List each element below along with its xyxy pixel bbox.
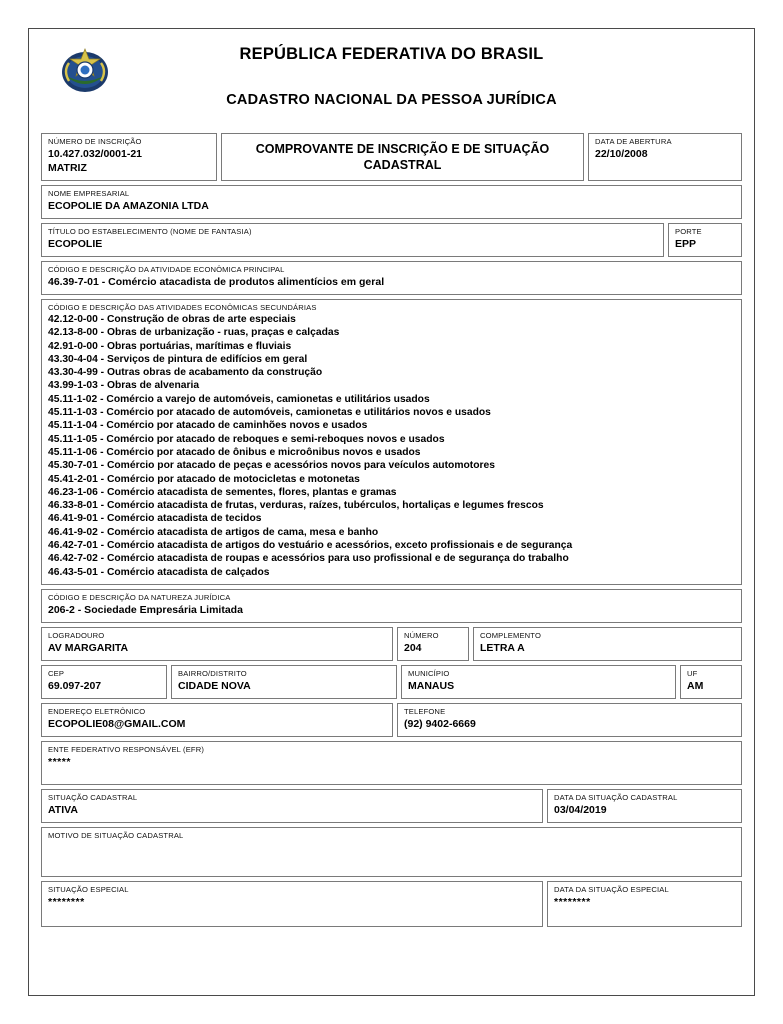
- nome-empresarial-value: ECOPOLIE DA AMAZONIA LTDA: [48, 200, 209, 212]
- numero-value: 204: [404, 641, 422, 654]
- natureza-label: CÓDIGO E DESCRIÇÃO DA NATUREZA JURÍDICA: [48, 592, 231, 602]
- data-situacao-especial-label: DATA DA SITUAÇÃO ESPECIAL: [554, 884, 669, 894]
- fantasia-value: ECOPOLIE: [48, 238, 103, 250]
- list-item: 46.41-9-02 - Comércio atacadista de artigos de cama, mesa e banho: [48, 526, 379, 538]
- list-item: 46.23-1-06 - Comércio atacadista de sementes, flores, plantas e gramas: [48, 486, 397, 498]
- motivo-block: [41, 827, 742, 877]
- document-type-title: COMPROVANTE DE INSCRIÇÃO E DE SITUAÇÃO CADASTRAL: [221, 133, 584, 181]
- data-situacao-block: [547, 789, 742, 823]
- document-header: [41, 39, 742, 133]
- uf-block: [680, 665, 742, 699]
- efr-value: *****: [48, 755, 71, 768]
- certificate-frame: [28, 28, 755, 996]
- porte-value: EPP: [675, 238, 697, 250]
- list-item: 43.30-4-99 - Outras obras de acabamento da construção: [48, 367, 323, 379]
- telefone-label: TELEFONE: [404, 706, 446, 716]
- abertura-value: 22/10/2008: [595, 148, 648, 160]
- atividades-secundarias-block: [41, 299, 742, 585]
- telefone-value: (92) 9402-6669: [404, 717, 476, 730]
- natureza-row: [41, 589, 742, 623]
- natureza-value: 206-2 - Sociedade Empresária Limitada: [48, 603, 243, 616]
- inscricao-value: 10.427.032/0001-21: [48, 148, 143, 160]
- situacao-especial-row: [41, 881, 742, 927]
- cep-label: CEP: [48, 668, 65, 678]
- situacao-especial-value: ********: [48, 895, 85, 908]
- situacao-especial-block: [41, 881, 543, 927]
- list-item: 46.33-8-01 - Comércio atacadista de frutas, verduras, raízes, tubérculos, hortaliças e legumes frescos: [48, 500, 544, 512]
- inscricao-tipo: MATRIZ: [48, 162, 87, 174]
- natureza-block: [41, 589, 742, 623]
- situacao-especial-label: SITUAÇÃO ESPECIAL: [48, 884, 129, 894]
- numero-block: [397, 627, 469, 661]
- nome-empresarial-label: NOME EMPRESARIAL: [48, 189, 130, 198]
- situacao-cadastral-row: [41, 789, 742, 823]
- telefone-block: [397, 703, 742, 737]
- cep-value: 69.097-207: [48, 679, 102, 692]
- endereco-row-1: [41, 627, 742, 661]
- bairro-value: CIDADE NOVA: [178, 679, 251, 692]
- atividades-secundarias-label: CÓDIGO E DESCRIÇÃO DAS ATIVIDADES ECONÔMICAS SECUNDÁRIAS: [48, 303, 317, 312]
- email-value: ECOPOLIE08@GMAIL.COM: [48, 717, 186, 730]
- list-item: 45.11-1-04 - Comércio por atacado de caminhões novos e usados: [48, 420, 368, 432]
- page-title: REPÚBLICA FEDERATIVA DO BRASIL: [239, 45, 544, 63]
- abertura-label: DATA DE ABERTURA: [595, 137, 672, 146]
- situacao-cadastral-block: [41, 789, 543, 823]
- list-item: 46.42-7-01 - Comércio atacadista de artigos do vestuário e acessórios, exceto profissionais e de segurança: [48, 540, 573, 552]
- uf-label: UF: [687, 668, 698, 678]
- atividades-secundarias-list: [48, 313, 735, 579]
- list-item: 42.13-8-00 - Obras de urbanização - ruas, praças e calçadas: [48, 327, 340, 339]
- endereco-row-2: [41, 665, 742, 699]
- status-badge: ATIVA: [48, 803, 78, 816]
- motivo-label: MOTIVO DE SITUAÇÃO CADASTRAL: [48, 830, 184, 840]
- atividade-principal-label: CÓDIGO E DESCRIÇÃO DA ATIVIDADE ECONÔMICA PRINCIPAL: [48, 265, 285, 274]
- atividade-principal-value: 46.39-7-01 - Comércio atacadista de produtos alimentícios em geral: [48, 276, 385, 288]
- cep-block: [41, 665, 167, 699]
- list-item: 46.41-9-01 - Comércio atacadista de tecidos: [48, 513, 262, 525]
- porte-label: PORTE: [675, 227, 702, 236]
- abertura-block: [588, 133, 742, 181]
- list-item: 43.99-1-03 - Obras de alvenaria: [48, 380, 200, 392]
- bairro-label: BAIRRO/DISTRITO: [178, 668, 247, 678]
- logradouro-value: AV MARGARITA: [48, 641, 129, 654]
- efr-block: [41, 741, 742, 785]
- list-item: 42.12-0-00 - Construção de obras de arte especiais: [48, 314, 296, 325]
- list-item: 43.30-4-04 - Serviços de pintura de edifícios em geral: [48, 353, 308, 365]
- fantasia-row: [41, 223, 742, 257]
- efr-label: ENTE FEDERATIVO RESPONSÁVEL (EFR): [48, 744, 205, 754]
- list-item: 45.11-1-02 - Comércio a varejo de automóveis, camionetas e utilitários usados: [48, 393, 430, 405]
- atividade-principal-block: [41, 261, 742, 295]
- inscricao-label: NÚMERO DE INSCRIÇÃO: [48, 137, 142, 146]
- data-situacao-especial-block: [547, 881, 742, 927]
- list-item: 45.11-1-03 - Comércio por atacado de automóveis, camionetas e utilitários novos e usados: [48, 407, 491, 419]
- brasao-republica-icon: [59, 45, 111, 97]
- atividades-secundarias-row: [41, 299, 742, 585]
- page-subtitle: CADASTRO NACIONAL DA PESSOA JURÍDICA: [226, 92, 557, 108]
- situacao-cadastral-label: SITUAÇÃO CADASTRAL: [48, 792, 138, 802]
- uf-value: AM: [687, 679, 704, 692]
- list-item: 46.43-5-01 - Comércio atacadista de calçados: [48, 566, 270, 578]
- municipio-label: MUNICÍPIO: [408, 668, 450, 678]
- inscricao-block: [41, 133, 217, 181]
- bairro-block: [171, 665, 397, 699]
- complemento-value: LETRA A: [480, 641, 525, 654]
- list-item: 45.11-1-06 - Comércio por atacado de ônibus e microônibus novos e usados: [48, 446, 421, 458]
- data-situacao-label: DATA DA SITUAÇÃO CADASTRAL: [554, 792, 678, 802]
- motivo-row: [41, 827, 742, 877]
- complemento-block: [473, 627, 742, 661]
- email-block: [41, 703, 393, 737]
- nome-empresarial-row: [41, 185, 742, 219]
- list-item: 46.42-7-02 - Comércio atacadista de roupas e acessórios para uso profissional e de segurança do trabalho: [48, 553, 569, 565]
- logradouro-block: [41, 627, 393, 661]
- contato-row: [41, 703, 742, 737]
- nome-empresarial-block: [41, 185, 742, 219]
- logradouro-label: LOGRADOURO: [48, 630, 105, 640]
- top-info-row: [41, 133, 742, 181]
- complemento-label: COMPLEMENTO: [480, 630, 542, 640]
- municipio-value: MANAUS: [408, 679, 455, 692]
- data-situacao-value: 03/04/2019: [554, 803, 607, 816]
- numero-label: NÚMERO: [404, 630, 439, 640]
- municipio-block: [401, 665, 676, 699]
- list-item: 45.11-1-05 - Comércio por atacado de reboques e semi-reboques novos e usados: [48, 433, 445, 445]
- data-situacao-especial-value: ********: [554, 895, 591, 908]
- list-item: 45.30-7-01 - Comércio por atacado de peças e acessórios novos para veículos automotores: [48, 460, 495, 472]
- efr-row: [41, 741, 742, 785]
- fantasia-block: [41, 223, 664, 257]
- porte-block: [668, 223, 742, 257]
- fantasia-label: TÍTULO DO ESTABELECIMENTO (NOME DE FANTASIA): [48, 227, 252, 236]
- email-label: ENDEREÇO ELETRÔNICO: [48, 706, 146, 716]
- list-item: 45.41-2-01 - Comércio por atacado de motocicletas e motonetas: [48, 473, 360, 485]
- atividade-principal-row: [41, 261, 742, 295]
- list-item: 42.91-0-00 - Obras portuárias, marítimas e fluviais: [48, 340, 292, 352]
